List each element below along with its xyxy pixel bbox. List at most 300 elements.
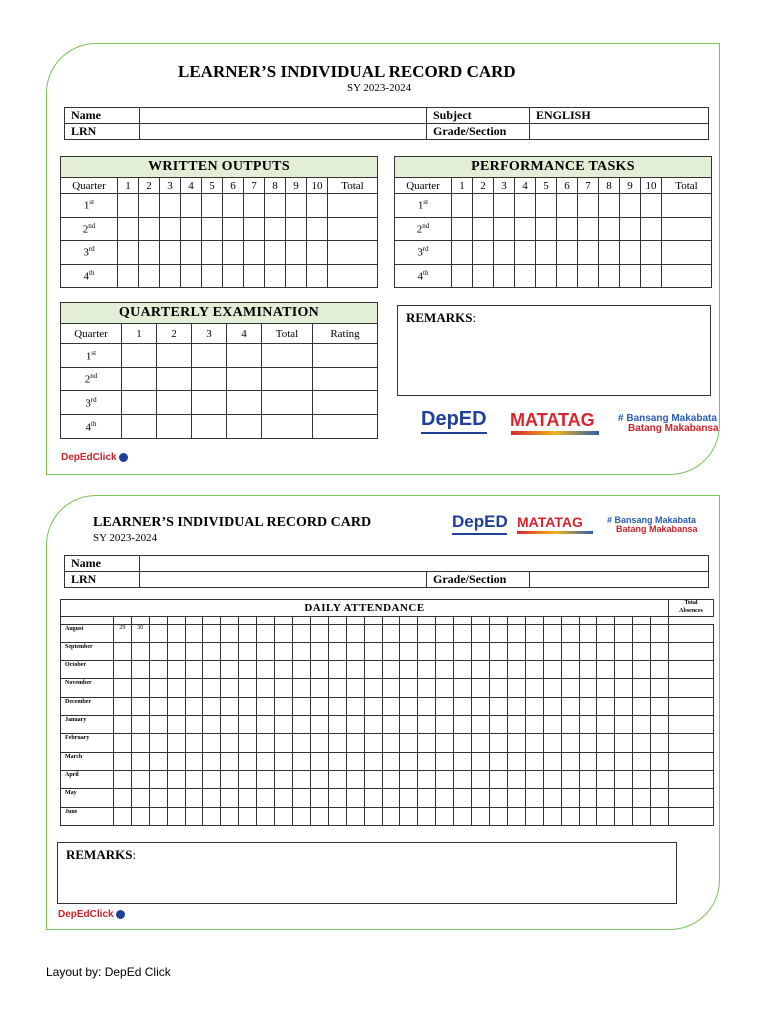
attendance-cell[interactable] bbox=[167, 716, 185, 734]
attendance-cell[interactable] bbox=[597, 661, 615, 679]
score-cell[interactable] bbox=[192, 344, 227, 368]
score-cell[interactable] bbox=[578, 241, 599, 265]
attendance-cell[interactable] bbox=[113, 734, 131, 752]
attendance-cell[interactable] bbox=[525, 789, 543, 807]
attendance-cell[interactable]: 30 bbox=[131, 624, 149, 642]
score-cell[interactable] bbox=[515, 264, 536, 288]
attendance-cell[interactable] bbox=[400, 642, 418, 660]
attendance-cell[interactable] bbox=[257, 642, 275, 660]
attendance-cell[interactable] bbox=[221, 752, 239, 770]
attendance-cell[interactable] bbox=[615, 624, 633, 642]
score-cell[interactable] bbox=[313, 415, 378, 439]
score-cell[interactable] bbox=[515, 241, 536, 265]
attendance-cell[interactable] bbox=[507, 679, 525, 697]
attendance-cell[interactable] bbox=[418, 642, 436, 660]
attendance-cell[interactable] bbox=[597, 734, 615, 752]
attendance-cell[interactable] bbox=[454, 716, 472, 734]
lrn-field[interactable] bbox=[140, 572, 427, 588]
attendance-cell[interactable] bbox=[507, 642, 525, 660]
attendance-cell[interactable] bbox=[275, 807, 293, 825]
score-cell[interactable] bbox=[313, 367, 378, 391]
attendance-cell[interactable] bbox=[382, 697, 400, 715]
attendance-cell[interactable] bbox=[597, 807, 615, 825]
attendance-cell[interactable] bbox=[131, 697, 149, 715]
score-cell[interactable] bbox=[118, 217, 139, 241]
attendance-cell[interactable] bbox=[203, 624, 221, 642]
attendance-cell[interactable] bbox=[561, 697, 579, 715]
attendance-cell[interactable] bbox=[454, 679, 472, 697]
score-cell[interactable] bbox=[557, 264, 578, 288]
attendance-cell[interactable] bbox=[561, 734, 579, 752]
attendance-cell[interactable] bbox=[651, 770, 669, 788]
attendance-cell[interactable] bbox=[633, 661, 651, 679]
attendance-cell[interactable] bbox=[167, 734, 185, 752]
attendance-cell[interactable] bbox=[633, 789, 651, 807]
attendance-cell[interactable] bbox=[651, 789, 669, 807]
attendance-cell[interactable] bbox=[543, 642, 561, 660]
score-cell[interactable] bbox=[181, 194, 202, 218]
attendance-cell[interactable] bbox=[364, 661, 382, 679]
score-cell[interactable] bbox=[328, 217, 378, 241]
attendance-cell[interactable] bbox=[543, 661, 561, 679]
attendance-cell[interactable] bbox=[525, 734, 543, 752]
attendance-cell[interactable] bbox=[113, 789, 131, 807]
score-cell[interactable] bbox=[641, 264, 662, 288]
attendance-cell[interactable] bbox=[579, 642, 597, 660]
attendance-cell[interactable] bbox=[472, 697, 490, 715]
attendance-cell[interactable] bbox=[346, 661, 364, 679]
score-cell[interactable] bbox=[641, 194, 662, 218]
attendance-cell[interactable] bbox=[239, 752, 257, 770]
attendance-cell[interactable] bbox=[472, 679, 490, 697]
attendance-cell[interactable] bbox=[239, 807, 257, 825]
attendance-cell[interactable] bbox=[185, 807, 203, 825]
attendance-cell[interactable] bbox=[472, 716, 490, 734]
attendance-cell[interactable] bbox=[472, 770, 490, 788]
score-cell[interactable] bbox=[599, 264, 620, 288]
attendance-cell[interactable] bbox=[489, 679, 507, 697]
attendance-cell[interactable] bbox=[651, 661, 669, 679]
attendance-cell[interactable] bbox=[472, 752, 490, 770]
attendance-cell[interactable] bbox=[561, 661, 579, 679]
attendance-cell[interactable] bbox=[615, 697, 633, 715]
score-cell[interactable] bbox=[599, 217, 620, 241]
attendance-cell[interactable] bbox=[221, 734, 239, 752]
attendance-cell[interactable] bbox=[221, 716, 239, 734]
score-cell[interactable] bbox=[139, 264, 160, 288]
attendance-cell[interactable] bbox=[131, 716, 149, 734]
attendance-cell[interactable] bbox=[507, 716, 525, 734]
attendance-cell[interactable] bbox=[131, 807, 149, 825]
score-cell[interactable] bbox=[578, 264, 599, 288]
attendance-cell[interactable] bbox=[418, 624, 436, 642]
score-cell[interactable] bbox=[244, 217, 265, 241]
score-cell[interactable] bbox=[662, 264, 712, 288]
attendance-cell[interactable] bbox=[221, 679, 239, 697]
attendance-cell[interactable] bbox=[293, 716, 311, 734]
attendance-cell[interactable] bbox=[131, 661, 149, 679]
name-field[interactable] bbox=[140, 556, 709, 572]
attendance-cell[interactable] bbox=[293, 661, 311, 679]
attendance-cell[interactable] bbox=[579, 716, 597, 734]
attendance-cell[interactable] bbox=[543, 789, 561, 807]
score-cell[interactable] bbox=[286, 241, 307, 265]
attendance-cell[interactable] bbox=[328, 807, 346, 825]
attendance-cell[interactable] bbox=[633, 697, 651, 715]
attendance-cell[interactable] bbox=[167, 807, 185, 825]
attendance-cell[interactable] bbox=[185, 770, 203, 788]
score-cell[interactable] bbox=[557, 217, 578, 241]
attendance-cell[interactable] bbox=[257, 752, 275, 770]
attendance-cell[interactable] bbox=[525, 624, 543, 642]
attendance-cell[interactable] bbox=[507, 770, 525, 788]
attendance-cell[interactable] bbox=[472, 807, 490, 825]
attendance-cell[interactable] bbox=[239, 661, 257, 679]
attendance-cell[interactable] bbox=[525, 642, 543, 660]
attendance-cell[interactable] bbox=[579, 697, 597, 715]
attendance-cell[interactable] bbox=[113, 770, 131, 788]
attendance-cell[interactable] bbox=[382, 661, 400, 679]
attendance-cell[interactable] bbox=[239, 624, 257, 642]
attendance-cell[interactable] bbox=[167, 697, 185, 715]
attendance-cell[interactable] bbox=[525, 697, 543, 715]
attendance-cell[interactable] bbox=[579, 752, 597, 770]
attendance-cell[interactable] bbox=[185, 624, 203, 642]
remarks-box[interactable] bbox=[57, 842, 677, 904]
attendance-cell[interactable] bbox=[221, 697, 239, 715]
attendance-cell[interactable] bbox=[651, 642, 669, 660]
score-cell[interactable] bbox=[244, 194, 265, 218]
grade-section-field[interactable] bbox=[530, 124, 709, 140]
attendance-cell[interactable] bbox=[597, 770, 615, 788]
score-cell[interactable] bbox=[118, 264, 139, 288]
attendance-cell[interactable] bbox=[651, 807, 669, 825]
attendance-cell[interactable] bbox=[615, 752, 633, 770]
score-cell[interactable] bbox=[227, 344, 262, 368]
attendance-cell[interactable] bbox=[221, 661, 239, 679]
attendance-cell[interactable] bbox=[525, 752, 543, 770]
attendance-cell[interactable] bbox=[418, 807, 436, 825]
attendance-cell[interactable] bbox=[651, 697, 669, 715]
score-cell[interactable] bbox=[139, 217, 160, 241]
attendance-cell[interactable] bbox=[579, 624, 597, 642]
attendance-cell[interactable] bbox=[418, 734, 436, 752]
attendance-cell[interactable] bbox=[400, 716, 418, 734]
score-cell[interactable] bbox=[122, 367, 157, 391]
attendance-cell[interactable] bbox=[454, 642, 472, 660]
score-cell[interactable] bbox=[473, 241, 494, 265]
attendance-cell[interactable] bbox=[489, 734, 507, 752]
attendance-cell[interactable] bbox=[579, 679, 597, 697]
attendance-cell[interactable] bbox=[615, 679, 633, 697]
attendance-cell[interactable] bbox=[418, 752, 436, 770]
grade-section-field[interactable] bbox=[530, 572, 709, 588]
score-cell[interactable] bbox=[181, 241, 202, 265]
lrn-field[interactable] bbox=[140, 124, 427, 140]
attendance-cell[interactable] bbox=[615, 770, 633, 788]
score-cell[interactable] bbox=[118, 241, 139, 265]
attendance-cell[interactable] bbox=[364, 789, 382, 807]
attendance-cell[interactable] bbox=[382, 642, 400, 660]
attendance-cell[interactable] bbox=[489, 770, 507, 788]
score-cell[interactable] bbox=[473, 194, 494, 218]
attendance-cell[interactable] bbox=[113, 716, 131, 734]
score-cell[interactable] bbox=[122, 415, 157, 439]
attendance-cell[interactable] bbox=[597, 716, 615, 734]
score-cell[interactable] bbox=[262, 344, 313, 368]
score-cell[interactable] bbox=[452, 264, 473, 288]
total-absences-cell[interactable] bbox=[669, 770, 714, 788]
score-cell[interactable] bbox=[452, 217, 473, 241]
score-cell[interactable] bbox=[160, 217, 181, 241]
attendance-cell[interactable] bbox=[436, 661, 454, 679]
attendance-cell[interactable] bbox=[651, 679, 669, 697]
attendance-cell[interactable] bbox=[149, 752, 167, 770]
attendance-cell[interactable] bbox=[382, 789, 400, 807]
attendance-cell[interactable] bbox=[113, 679, 131, 697]
attendance-cell[interactable] bbox=[633, 807, 651, 825]
attendance-cell[interactable] bbox=[543, 624, 561, 642]
total-absences-cell[interactable] bbox=[669, 716, 714, 734]
attendance-cell[interactable] bbox=[525, 661, 543, 679]
attendance-cell[interactable] bbox=[364, 679, 382, 697]
attendance-cell[interactable] bbox=[633, 642, 651, 660]
attendance-cell[interactable] bbox=[257, 770, 275, 788]
attendance-cell[interactable] bbox=[346, 770, 364, 788]
attendance-cell[interactable] bbox=[400, 752, 418, 770]
score-cell[interactable] bbox=[192, 391, 227, 415]
score-cell[interactable] bbox=[202, 194, 223, 218]
attendance-cell[interactable] bbox=[579, 770, 597, 788]
attendance-cell[interactable] bbox=[543, 752, 561, 770]
attendance-cell[interactable] bbox=[651, 716, 669, 734]
attendance-cell[interactable] bbox=[489, 716, 507, 734]
attendance-cell[interactable] bbox=[310, 661, 328, 679]
score-cell[interactable] bbox=[139, 241, 160, 265]
attendance-cell[interactable] bbox=[185, 752, 203, 770]
score-cell[interactable] bbox=[262, 391, 313, 415]
score-cell[interactable] bbox=[473, 217, 494, 241]
attendance-cell[interactable] bbox=[149, 642, 167, 660]
attendance-cell[interactable] bbox=[436, 624, 454, 642]
attendance-cell[interactable] bbox=[203, 642, 221, 660]
attendance-cell[interactable] bbox=[436, 770, 454, 788]
attendance-cell[interactable] bbox=[615, 642, 633, 660]
attendance-cell[interactable] bbox=[400, 789, 418, 807]
attendance-cell[interactable] bbox=[275, 661, 293, 679]
attendance-cell[interactable] bbox=[507, 752, 525, 770]
attendance-cell[interactable] bbox=[436, 752, 454, 770]
attendance-cell[interactable] bbox=[221, 807, 239, 825]
total-absences-cell[interactable] bbox=[669, 734, 714, 752]
attendance-cell[interactable] bbox=[525, 716, 543, 734]
attendance-cell[interactable] bbox=[149, 679, 167, 697]
attendance-cell[interactable] bbox=[131, 679, 149, 697]
score-cell[interactable] bbox=[122, 344, 157, 368]
attendance-cell[interactable] bbox=[257, 624, 275, 642]
attendance-cell[interactable] bbox=[543, 734, 561, 752]
score-cell[interactable] bbox=[536, 264, 557, 288]
score-cell[interactable] bbox=[641, 241, 662, 265]
attendance-cell[interactable] bbox=[293, 789, 311, 807]
attendance-cell[interactable] bbox=[328, 752, 346, 770]
attendance-cell[interactable] bbox=[400, 807, 418, 825]
attendance-cell[interactable] bbox=[454, 789, 472, 807]
score-cell[interactable] bbox=[662, 241, 712, 265]
score-cell[interactable] bbox=[181, 264, 202, 288]
attendance-cell[interactable] bbox=[310, 716, 328, 734]
attendance-cell[interactable] bbox=[131, 734, 149, 752]
score-cell[interactable] bbox=[620, 241, 641, 265]
score-cell[interactable] bbox=[265, 217, 286, 241]
attendance-cell[interactable] bbox=[185, 642, 203, 660]
attendance-cell[interactable] bbox=[239, 716, 257, 734]
attendance-cell[interactable] bbox=[257, 807, 275, 825]
attendance-cell[interactable] bbox=[382, 807, 400, 825]
attendance-cell[interactable] bbox=[561, 716, 579, 734]
attendance-cell[interactable] bbox=[239, 642, 257, 660]
remarks-box[interactable] bbox=[397, 305, 711, 396]
attendance-cell[interactable] bbox=[436, 679, 454, 697]
attendance-cell[interactable] bbox=[400, 770, 418, 788]
attendance-cell[interactable] bbox=[167, 624, 185, 642]
attendance-cell[interactable] bbox=[436, 789, 454, 807]
score-cell[interactable] bbox=[157, 415, 192, 439]
attendance-cell[interactable] bbox=[382, 752, 400, 770]
attendance-cell[interactable] bbox=[257, 716, 275, 734]
attendance-cell[interactable] bbox=[615, 789, 633, 807]
score-cell[interactable] bbox=[452, 241, 473, 265]
attendance-cell[interactable] bbox=[167, 642, 185, 660]
attendance-cell[interactable] bbox=[293, 752, 311, 770]
score-cell[interactable] bbox=[223, 217, 244, 241]
attendance-cell[interactable] bbox=[364, 642, 382, 660]
attendance-cell[interactable] bbox=[113, 661, 131, 679]
score-cell[interactable] bbox=[536, 241, 557, 265]
attendance-cell[interactable] bbox=[436, 807, 454, 825]
score-cell[interactable] bbox=[202, 264, 223, 288]
attendance-cell[interactable] bbox=[257, 789, 275, 807]
attendance-cell[interactable] bbox=[149, 624, 167, 642]
attendance-cell[interactable] bbox=[275, 734, 293, 752]
attendance-cell[interactable] bbox=[328, 679, 346, 697]
attendance-cell[interactable] bbox=[615, 807, 633, 825]
attendance-cell[interactable] bbox=[561, 642, 579, 660]
total-absences-cell[interactable] bbox=[669, 697, 714, 715]
attendance-cell[interactable] bbox=[525, 807, 543, 825]
score-cell[interactable] bbox=[599, 241, 620, 265]
score-cell[interactable] bbox=[307, 194, 328, 218]
score-cell[interactable] bbox=[620, 194, 641, 218]
score-cell[interactable] bbox=[557, 194, 578, 218]
attendance-cell[interactable] bbox=[597, 679, 615, 697]
attendance-cell[interactable] bbox=[597, 642, 615, 660]
attendance-cell[interactable] bbox=[275, 624, 293, 642]
attendance-cell[interactable] bbox=[310, 697, 328, 715]
attendance-cell[interactable] bbox=[615, 734, 633, 752]
attendance-cell[interactable] bbox=[257, 679, 275, 697]
attendance-cell[interactable] bbox=[400, 661, 418, 679]
attendance-cell[interactable] bbox=[472, 661, 490, 679]
score-cell[interactable] bbox=[265, 241, 286, 265]
attendance-cell[interactable] bbox=[454, 734, 472, 752]
attendance-cell[interactable] bbox=[149, 807, 167, 825]
attendance-cell[interactable] bbox=[507, 697, 525, 715]
score-cell[interactable] bbox=[244, 241, 265, 265]
attendance-cell[interactable] bbox=[167, 679, 185, 697]
attendance-cell[interactable] bbox=[203, 697, 221, 715]
attendance-cell[interactable] bbox=[597, 789, 615, 807]
score-cell[interactable] bbox=[244, 264, 265, 288]
attendance-cell[interactable] bbox=[633, 679, 651, 697]
attendance-cell[interactable] bbox=[293, 807, 311, 825]
attendance-cell[interactable] bbox=[507, 624, 525, 642]
attendance-cell[interactable] bbox=[185, 679, 203, 697]
attendance-cell[interactable] bbox=[543, 697, 561, 715]
attendance-cell[interactable] bbox=[579, 807, 597, 825]
attendance-cell[interactable] bbox=[113, 697, 131, 715]
attendance-cell[interactable] bbox=[257, 661, 275, 679]
attendance-cell[interactable] bbox=[364, 807, 382, 825]
attendance-cell[interactable] bbox=[346, 624, 364, 642]
attendance-cell[interactable] bbox=[400, 734, 418, 752]
score-cell[interactable] bbox=[662, 217, 712, 241]
score-cell[interactable] bbox=[620, 217, 641, 241]
attendance-cell[interactable] bbox=[472, 789, 490, 807]
score-cell[interactable] bbox=[578, 194, 599, 218]
attendance-cell[interactable] bbox=[310, 789, 328, 807]
attendance-cell[interactable] bbox=[131, 770, 149, 788]
score-cell[interactable] bbox=[494, 241, 515, 265]
attendance-cell[interactable] bbox=[382, 716, 400, 734]
score-cell[interactable] bbox=[328, 241, 378, 265]
score-cell[interactable] bbox=[223, 241, 244, 265]
score-cell[interactable] bbox=[494, 264, 515, 288]
score-cell[interactable] bbox=[139, 194, 160, 218]
attendance-cell[interactable] bbox=[436, 734, 454, 752]
attendance-cell[interactable] bbox=[346, 679, 364, 697]
attendance-cell[interactable] bbox=[561, 807, 579, 825]
total-absences-cell[interactable] bbox=[669, 807, 714, 825]
attendance-cell[interactable] bbox=[293, 734, 311, 752]
attendance-cell[interactable] bbox=[203, 734, 221, 752]
attendance-cell[interactable] bbox=[221, 624, 239, 642]
attendance-cell[interactable] bbox=[507, 807, 525, 825]
attendance-cell[interactable] bbox=[149, 770, 167, 788]
score-cell[interactable] bbox=[313, 391, 378, 415]
score-cell[interactable] bbox=[223, 194, 244, 218]
attendance-cell[interactable] bbox=[489, 642, 507, 660]
attendance-cell[interactable] bbox=[543, 807, 561, 825]
attendance-cell[interactable] bbox=[561, 752, 579, 770]
attendance-cell[interactable] bbox=[167, 661, 185, 679]
score-cell[interactable] bbox=[641, 217, 662, 241]
attendance-cell[interactable] bbox=[131, 789, 149, 807]
attendance-cell[interactable] bbox=[525, 770, 543, 788]
attendance-cell[interactable] bbox=[275, 752, 293, 770]
score-cell[interactable] bbox=[515, 194, 536, 218]
score-cell[interactable] bbox=[536, 217, 557, 241]
attendance-cell[interactable] bbox=[489, 624, 507, 642]
attendance-cell[interactable] bbox=[364, 624, 382, 642]
score-cell[interactable] bbox=[160, 194, 181, 218]
attendance-cell[interactable] bbox=[328, 624, 346, 642]
attendance-cell[interactable] bbox=[454, 697, 472, 715]
attendance-cell[interactable] bbox=[239, 679, 257, 697]
attendance-cell[interactable] bbox=[472, 642, 490, 660]
attendance-cell[interactable] bbox=[113, 642, 131, 660]
attendance-cell[interactable] bbox=[561, 770, 579, 788]
